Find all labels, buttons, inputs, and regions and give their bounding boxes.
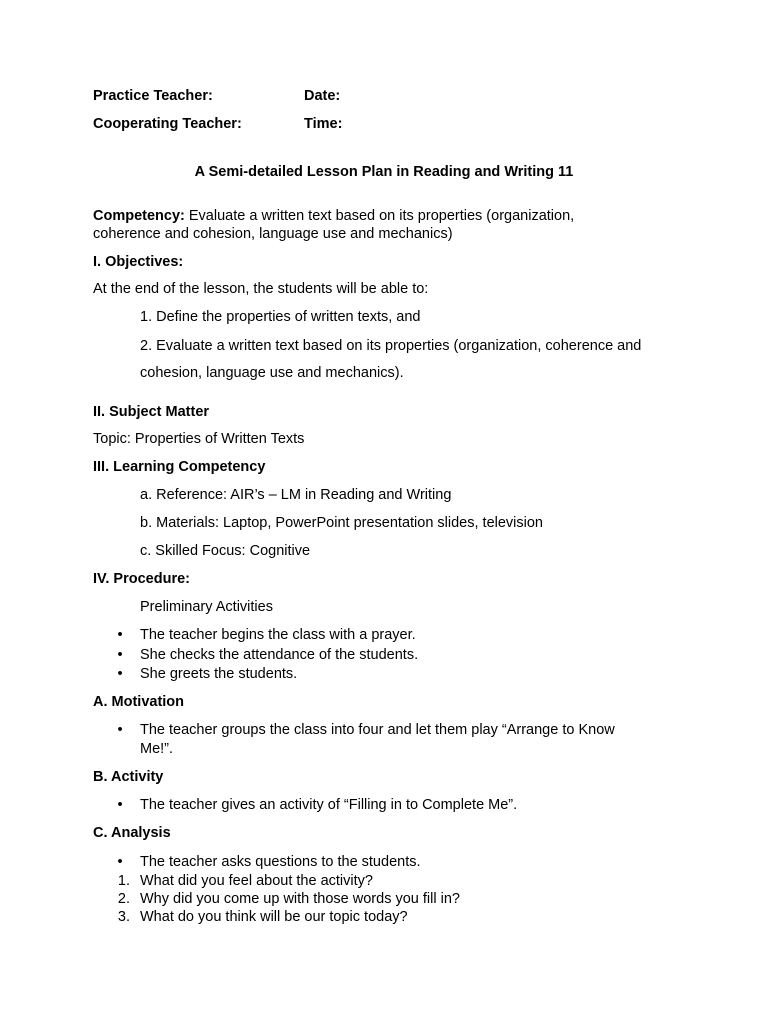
- cooperating-teacher-label: Cooperating Teacher:: [93, 116, 242, 132]
- practice-teacher-label: Practice Teacher:: [93, 88, 213, 104]
- analysis-question: What do you think will be our topic today?: [140, 909, 408, 925]
- document-title: A Semi-detailed Lesson Plan in Reading and Writing 11: [194, 164, 574, 180]
- analysis-bullet: The teacher asks questions to the students.: [140, 854, 421, 870]
- motivation-heading: A. Motivation: [93, 694, 185, 710]
- bullet-icon: •: [117, 647, 123, 663]
- bullet-icon: •: [117, 722, 123, 738]
- objectives-intro: At the end of the lesson, the students will be able to:: [93, 281, 429, 297]
- procedure-bullet: The teacher begins the class with a prayer.: [140, 627, 416, 643]
- objective-item-2-line-2: cohesion, language use and mechanics).: [140, 365, 404, 381]
- subject-matter-heading: II. Subject Matter: [93, 404, 210, 420]
- question-number: 1.: [117, 873, 130, 889]
- competency-text-2: coherence and cohesion, language use and mechanics): [93, 226, 453, 242]
- motivation-bullet-line-1: The teacher groups the class into four and let them play “Arrange to Know: [140, 722, 615, 738]
- activity-heading: B. Activity: [93, 769, 164, 785]
- procedure-bullet: She greets the students.: [140, 666, 298, 682]
- subject-matter-topic: Topic: Properties of Written Texts: [93, 431, 305, 447]
- question-number: 3.: [117, 909, 130, 925]
- analysis-heading: C. Analysis: [93, 825, 171, 841]
- competency-label: Competency:: [93, 208, 185, 224]
- learning-competency-item: c. Skilled Focus: Cognitive: [140, 543, 311, 559]
- objective-item-1: 1. Define the properties of written texts, and: [140, 309, 421, 325]
- learning-competency-item: b. Materials: Laptop, PowerPoint presentation slides, television: [140, 515, 543, 531]
- learning-competency-item: a. Reference: AIR’s – LM in Reading and Writing: [140, 487, 452, 503]
- procedure-bullet: She checks the attendance of the students.: [140, 647, 419, 663]
- bullet-icon: •: [117, 797, 123, 813]
- objective-item-2-line-1: 2. Evaluate a written text based on its properties (organization, coherence and: [140, 338, 642, 354]
- analysis-question: Why did you come up with those words you fill in?: [140, 891, 460, 907]
- procedure-heading: IV. Procedure:: [93, 571, 190, 587]
- bullet-icon: •: [117, 854, 123, 870]
- competency-line-1: [93, 207, 574, 225]
- time-label: Time:: [304, 116, 343, 132]
- bullet-icon: •: [117, 627, 123, 643]
- bullet-icon: •: [117, 666, 123, 682]
- competency-text-1: Evaluate a written text based on its properties (organization,: [188, 208, 575, 224]
- date-label: Date:: [304, 88, 341, 104]
- analysis-question: What did you feel about the activity?: [140, 873, 373, 889]
- question-number: 2.: [117, 891, 130, 907]
- preliminary-activities: Preliminary Activities: [140, 599, 273, 615]
- learning-competency-heading: III. Learning Competency: [93, 459, 266, 475]
- objectives-heading: I. Objectives:: [93, 254, 184, 270]
- motivation-bullet-line-2: Me!”.: [140, 741, 174, 757]
- activity-bullet: The teacher gives an activity of “Filling in to Complete Me”.: [140, 797, 518, 813]
